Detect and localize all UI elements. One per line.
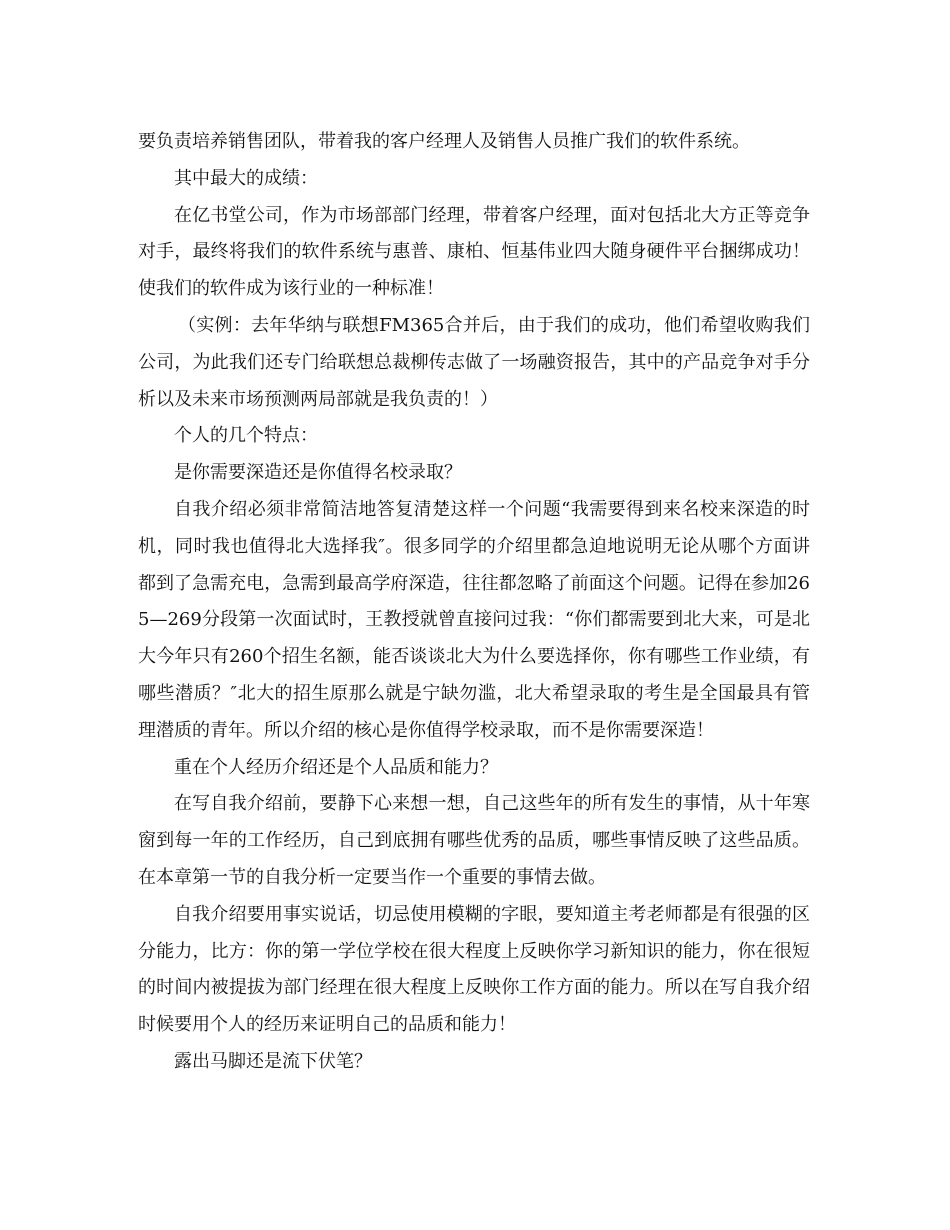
paragraph-question-2: 重在个人经历介绍还是个人品质和能力？	[174, 756, 498, 778]
paragraph-answer-2a: 在写自我介绍前，要静下心来想一想，自己这些年的所有发生的事情，从十年寒窗到每一年的工作经历，自己到底拥有哪些优秀的品质，哪些事情反映了这些品质。在本章第一节的自我分析一定要当作一个重要的事情去做。	[138, 793, 810, 888]
paragraph-example: （实例：去年华纳与联想FM365合并后，由于我们的成功，他们希望收购我们公司，为此我们还专门给联想总裁柳传志做了一场融资报告，其中的产品竞争对手分析以及未来市场预测两局部就是我负责的！）	[138, 314, 810, 410]
paragraph-answer-2b: 自我介绍要用事实说话，切忌使用模糊的字眼，要知道主考老师都是有很强的区分能力，比方：你的第一学位学校在很大程度上反映你学习新知识的能力，你在很短的时间内被提拔为部门经理在很大程度上反映你工作方面的能力。所以在写自我介绍时候要用个人的经历来证明自己的品质和能力！	[138, 903, 810, 1036]
paragraph-heading-traits: 个人的几个特点：	[174, 425, 318, 447]
paragraph-achievement: 在亿书堂公司，作为市场部部门经理，带着客户经理，面对包括北大方正等竞争对手，最终将我们的软件系统与惠普、康柏、恒基伟业四大随身硬件平台捆绑成功！使我们的软件成为该行业的一种标准！	[138, 204, 810, 300]
paragraph-continuation: 要负责培养销售团队，带着我的客户经理人及销售人员推广我们的软件系统。	[138, 131, 750, 152]
paragraph-question-3: 露出马脚还是流下伏笔？	[174, 1050, 372, 1072]
paragraph-heading-achievement: 其中最大的成绩：	[174, 167, 318, 189]
paragraph-answer-1: 自我介绍必须非常简洁地答复清楚这样一个问题“我需要得到来名校来深造的时机，同时我也值得北大选择我″。很多同学的介绍里都急迫地说明无论从哪个方面讲都到了急需充电，急需到最高学府深造，往往都忽略了前面这个问题。记得在参加265—269分段第一次面试时，王教授就曾直接问过我：“你们都需要到北大来，可是北大今年只有260个招生名额，能否谈谈北大为什么要选择你，你有哪些工作业绩，有哪些潜质？″北大的招生原那么就是宁缺勿滥，北大希望录取的考生是全国最具有管理潜质的青年。所以介绍的核心是你值得学校录取，而不是你需要深造！	[138, 498, 810, 741]
document-page	[138, 124, 810, 1081]
paragraph-question-1: 是你需要深造还是你值得名校录取？	[174, 462, 462, 484]
